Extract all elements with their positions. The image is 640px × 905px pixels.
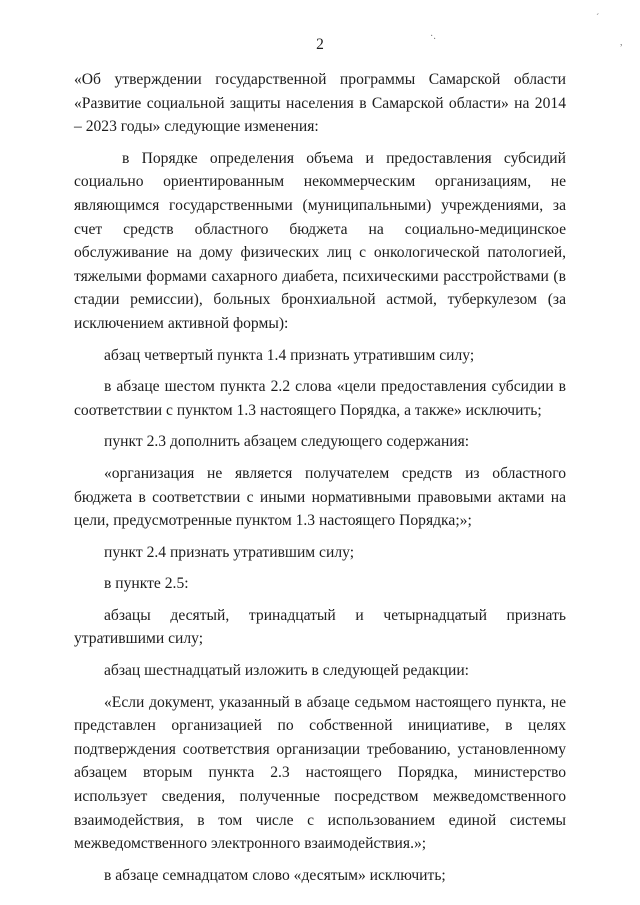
paragraph-item: абзацы десятый, тринадцатый и четырнадцатый признать утратившими силу; xyxy=(74,606,566,648)
page-number: 2 xyxy=(316,36,324,53)
document-body xyxy=(74,68,566,887)
paragraph-item: в абзаце шестом пункта 2.2 слова «цели предоставления субсидии в соответствии с пунктом 1.3 настоящего Порядка, а также» исключить; xyxy=(74,378,566,419)
paragraph-item: абзац шестнадцатый изложить в следующей редакции: xyxy=(104,662,470,680)
paragraph-procedure: в Порядке определения объема и предоставления субсидий социально ориентированным некоммерческим организациям, не являющимся государственными (муниципальными) учреждениями, за счет средств областного бюджета на социально-медицинское обслуживание на дому физических лиц с онкологической патологией, тяжелыми формами сахарного диабета, психическими расстройствами (в стадии ремиссии), больных бронхиальной астмой, туберкулезом (за исключением активной формы): xyxy=(74,149,566,332)
paragraph-intro: «Об утверждении государственной программы Самарской области «Развитие социальной защиты населения в Самарской области» на 2014 – 2023 годы» следующие изменения: xyxy=(74,71,566,136)
paragraph-item: пункт 2.3 дополнить абзацем следующего содержания: xyxy=(104,433,470,451)
paragraph-item: пункт 2.4 признать утратившим силу; xyxy=(104,543,355,561)
scan-speck: ˊ xyxy=(596,13,600,24)
scan-speck: ·. xyxy=(430,31,436,42)
scan-speck: , xyxy=(620,37,623,48)
paragraph-item: в пункте 2.5: xyxy=(104,575,189,593)
paragraph-item: в абзаце семнадцатом слово «десятым» исключить; xyxy=(104,866,446,884)
paragraph-quote: «организация не является получателем средств из областного бюджета в соответствии с иными нормативными правовыми актами на цели, предусмотренные пунктом 1.3 настоящего Порядка;»; xyxy=(74,464,566,530)
paragraph-item: абзац четвертый пункта 1.4 признать утратившим силу; xyxy=(104,346,475,364)
paragraph-quote: «Если документ, указанный в абзаце седьмом настоящего пункта, не представлен организацией по собственной инициативе, в целях подтверждения соответствия организации требованию, установленному абзацем вторым пункта 2.3 настоящего Порядка, министерство использует сведения, полученные посредством межведомственного взаимодействия, в том числе с использованием единой системы межведомственного электронного взаимодействия.»; xyxy=(74,693,566,853)
